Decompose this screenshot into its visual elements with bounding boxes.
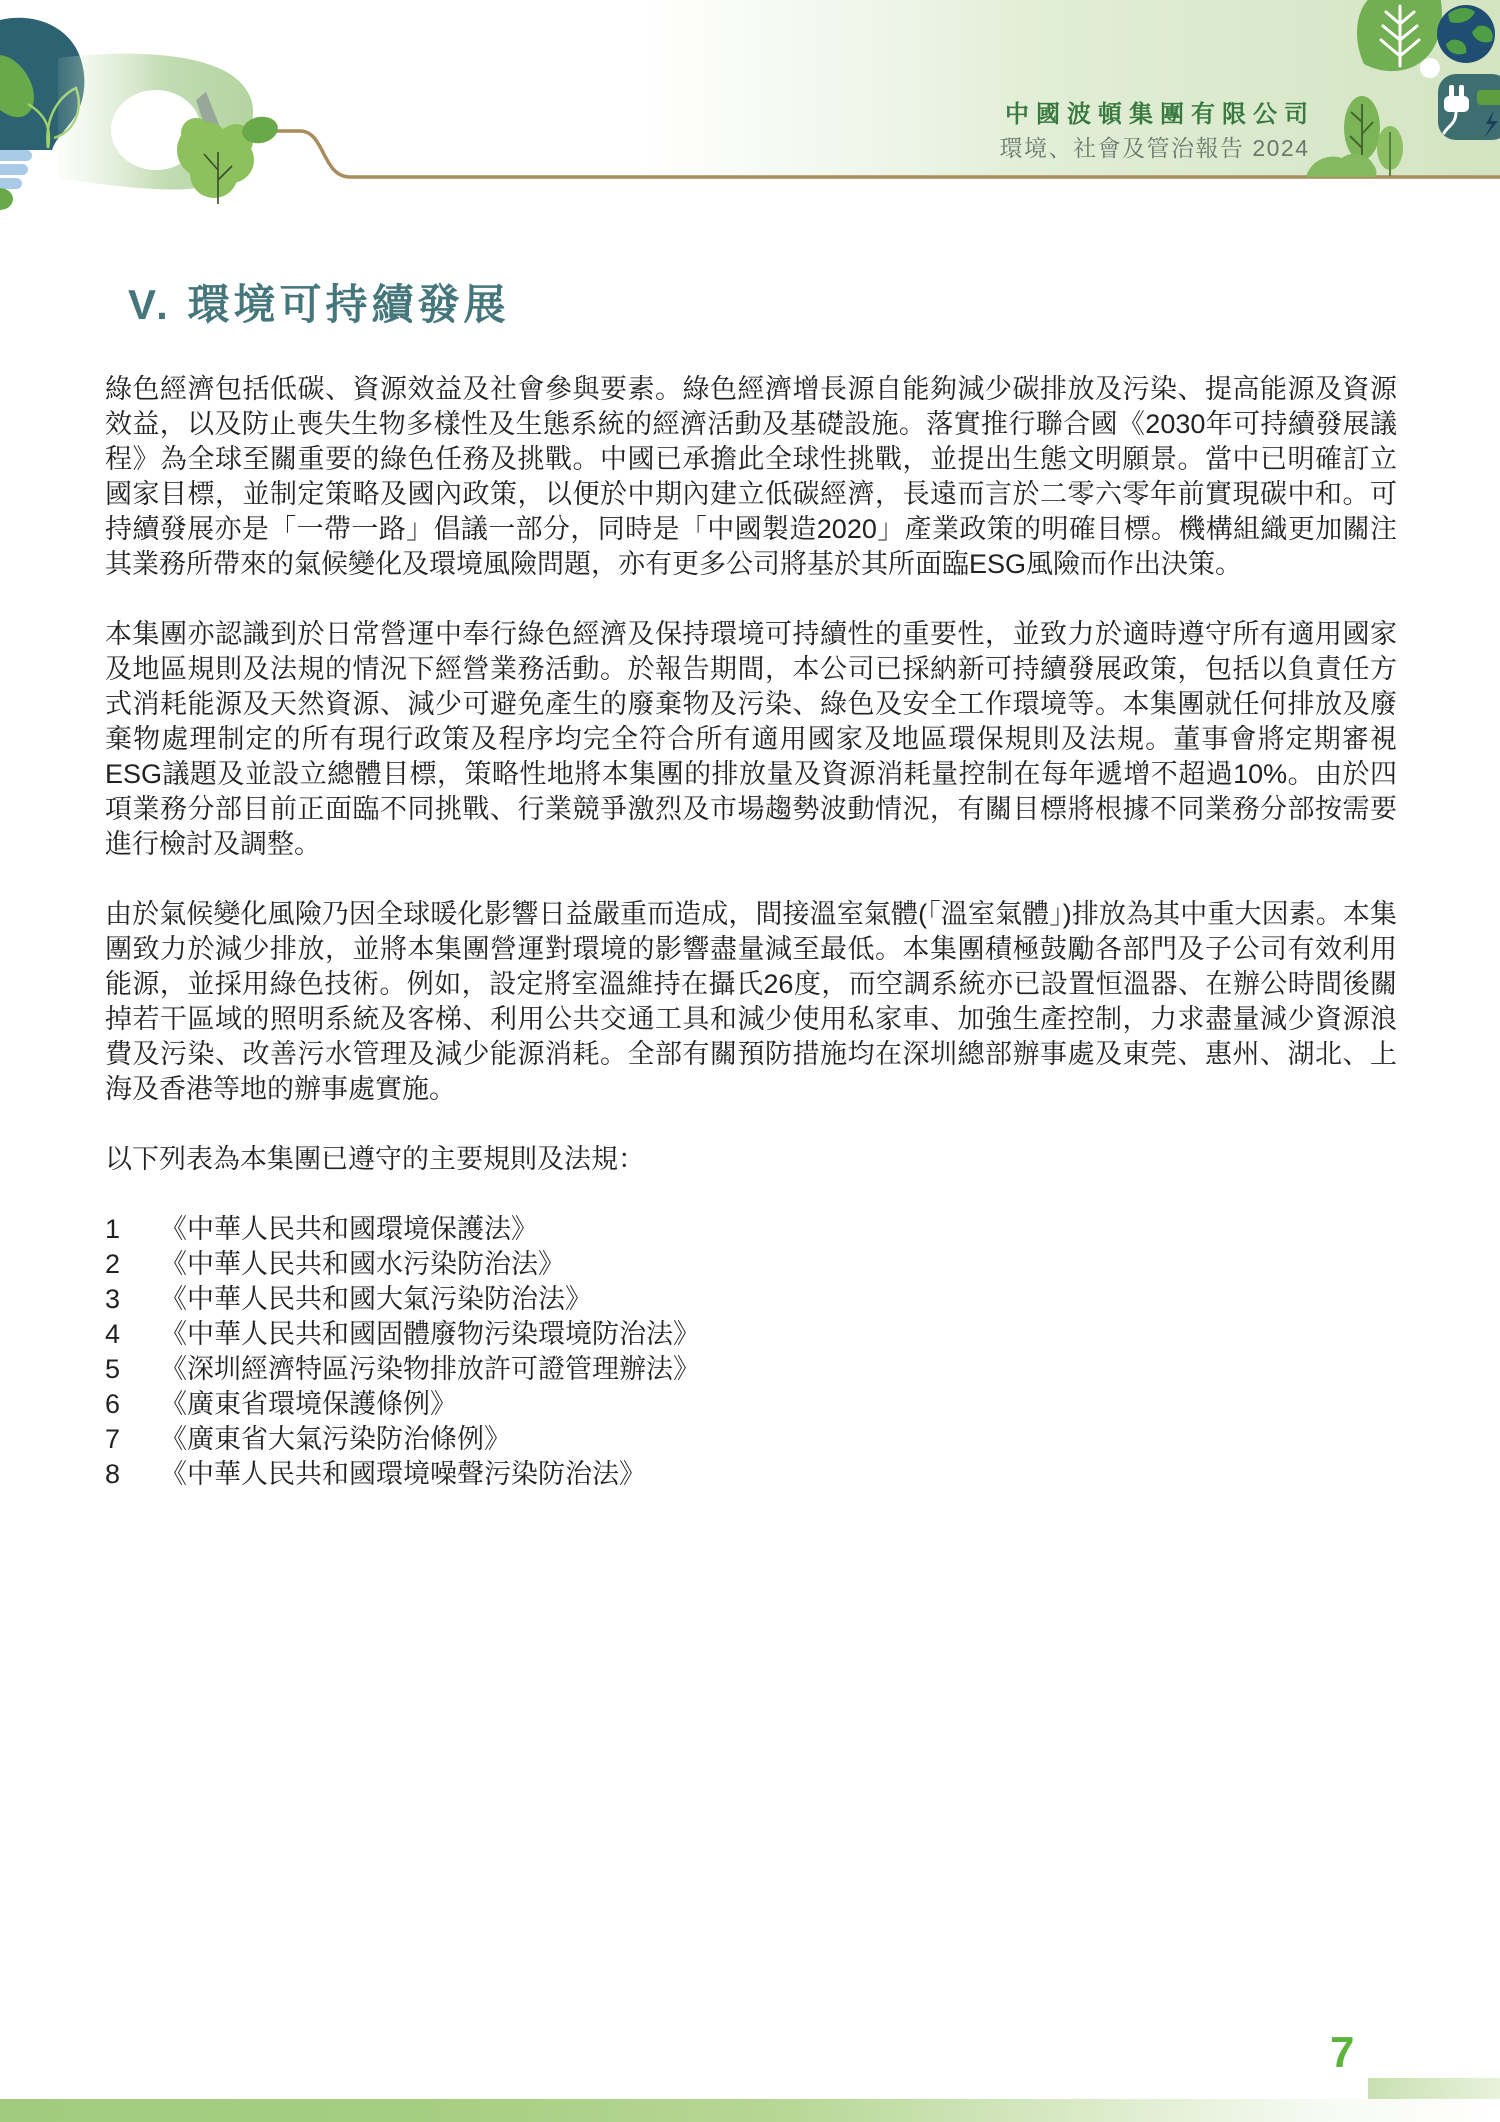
paragraph: 本集團亦認識到於日常營運中奉行綠色經濟及保持環境可持續性的重要性，並致力於適時遵守所有適用國家及地區規則及法規的情況下經營業務活動。於報告期間，本公司已採納新可持續發展政策，包括以負責任方式消耗能源及天然資源、減少可避免產生的廢棄物及污染、綠色及安全工作環境等。本集團就任何排放及廢棄物處理制定的所有現行政策及程序均完全符合所有適用國家及地區環保規則及法規。董事會將定期審視ESG議題及並設立總體目標，策略性地將本集團的排放量及資源消耗量控制在每年遞增不超過10%。由於四項業務分部目前正面臨不同挑戰、行業競爭激烈及市場趨勢波動情況，有關目標將根據不同業務分部按需要進行檢討及調整。: [105, 619, 1397, 859]
hand-planting-icon: [58, 54, 254, 204]
list-item: [105, 1247, 1397, 1282]
list-item-number: 5: [105, 1354, 121, 1384]
list-item-text: 《深圳經濟特區污染物排放許可證管理辦法》: [160, 1354, 700, 1384]
list-item-number: 3: [105, 1284, 121, 1314]
list-item-text: 《中華人民共和國大氣污染防治法》: [160, 1284, 592, 1314]
ev-plug-icon: [1438, 74, 1500, 140]
list-item: [105, 1212, 1397, 1247]
list-item: [105, 1282, 1397, 1317]
list-item-number: 1: [105, 1214, 121, 1244]
list-item-number: 7: [105, 1424, 121, 1454]
list-item-text: 《廣東省環境保護條例》: [160, 1389, 457, 1419]
regulations-list: [105, 1212, 1397, 1492]
paragraph: 由於氣候變化風險乃因全球暖化影響日益嚴重而造成，間接溫室氣體(「溫室氣體」)排放為其中重大因素。本集團致力於減少排放，並將本集團營運對環境的影響盡量減至最低。本集團積極鼓勵各部門及子公司有效利用能源，並採用綠色技術。例如，設定將室溫維持在攝氏26度，而空調系統亦已設置恒溫器、在辦公時間後關掉若干區域的照明系統及客梯、利用公共交通工具和減少使用私家車、加強生產控制，力求盡量減少資源浪費及污染、改善污水管理及減少能源消耗。全部有關預防措施均在深圳總部辦事處及東莞、惠州、湖北、上海及香港等地的辦事處實施。: [105, 899, 1397, 1104]
list-item-number: 8: [105, 1459, 121, 1489]
list-item: [105, 1457, 1397, 1492]
list-item: [105, 1387, 1397, 1422]
connector-dot: [1420, 58, 1440, 78]
company-name: 中國波頓集團有限公司: [1005, 101, 1315, 128]
footer-bar: [0, 2099, 1500, 2122]
list-item-text: 《中華人民共和國環境保護法》: [160, 1214, 538, 1244]
paragraph: 綠色經濟包括低碳、資源效益及社會參與要素。綠色經濟增長源自能夠減少碳排放及污染、提高能源及資源效益，以及防止喪失生物多樣性及生態系統的經濟活動及基礎設施。落實推行聯合國《2030年可持續發展議程》為全球至關重要的綠色任務及挑戰。中國已承擔此全球性挑戰，並提出生態文明願景。當中已明確訂立國家目標，並制定策略及國內政策，以便於中期內建立低碳經濟，長遠而言於二零六零年前實現碳中和。可持續發展亦是「一帶一路」倡議一部分，同時是「中國製造2020」產業政策的明確目標。機構組織更加關注其業務所帶來的氣候變化及環境風險問題，亦有更多公司將基於其所面臨ESG風險而作出決策。: [105, 374, 1397, 579]
paragraph: 以下列表為本集團已遵守的主要規則及法規：: [105, 1144, 645, 1174]
report-title: 環境、社會及管治報告 2024: [999, 135, 1310, 161]
list-item: [105, 1352, 1397, 1387]
list-item: [105, 1422, 1397, 1457]
list-item-text: 《中華人民共和國水污染防治法》: [160, 1249, 565, 1279]
battery-charge-icon: [1477, 90, 1500, 105]
list-item-text: 《廣東省大氣污染防治條例》: [160, 1424, 511, 1454]
section-body: [105, 372, 1397, 1492]
globe-icon: [1437, 5, 1495, 63]
list-item-text: 《中華人民共和國固體廢物污染環境防治法》: [160, 1319, 700, 1349]
list-item-text: 《中華人民共和國環境噪聲污染防治法》: [160, 1459, 646, 1489]
list-item-number: 6: [105, 1389, 121, 1419]
section-title: V. 環境可持續發展: [128, 281, 510, 328]
list-item-number: 4: [105, 1319, 121, 1349]
header: [999, 100, 1315, 162]
list-item: [105, 1317, 1397, 1352]
list-item-number: 2: [105, 1249, 121, 1279]
page-number: 7: [1330, 2028, 1355, 2077]
